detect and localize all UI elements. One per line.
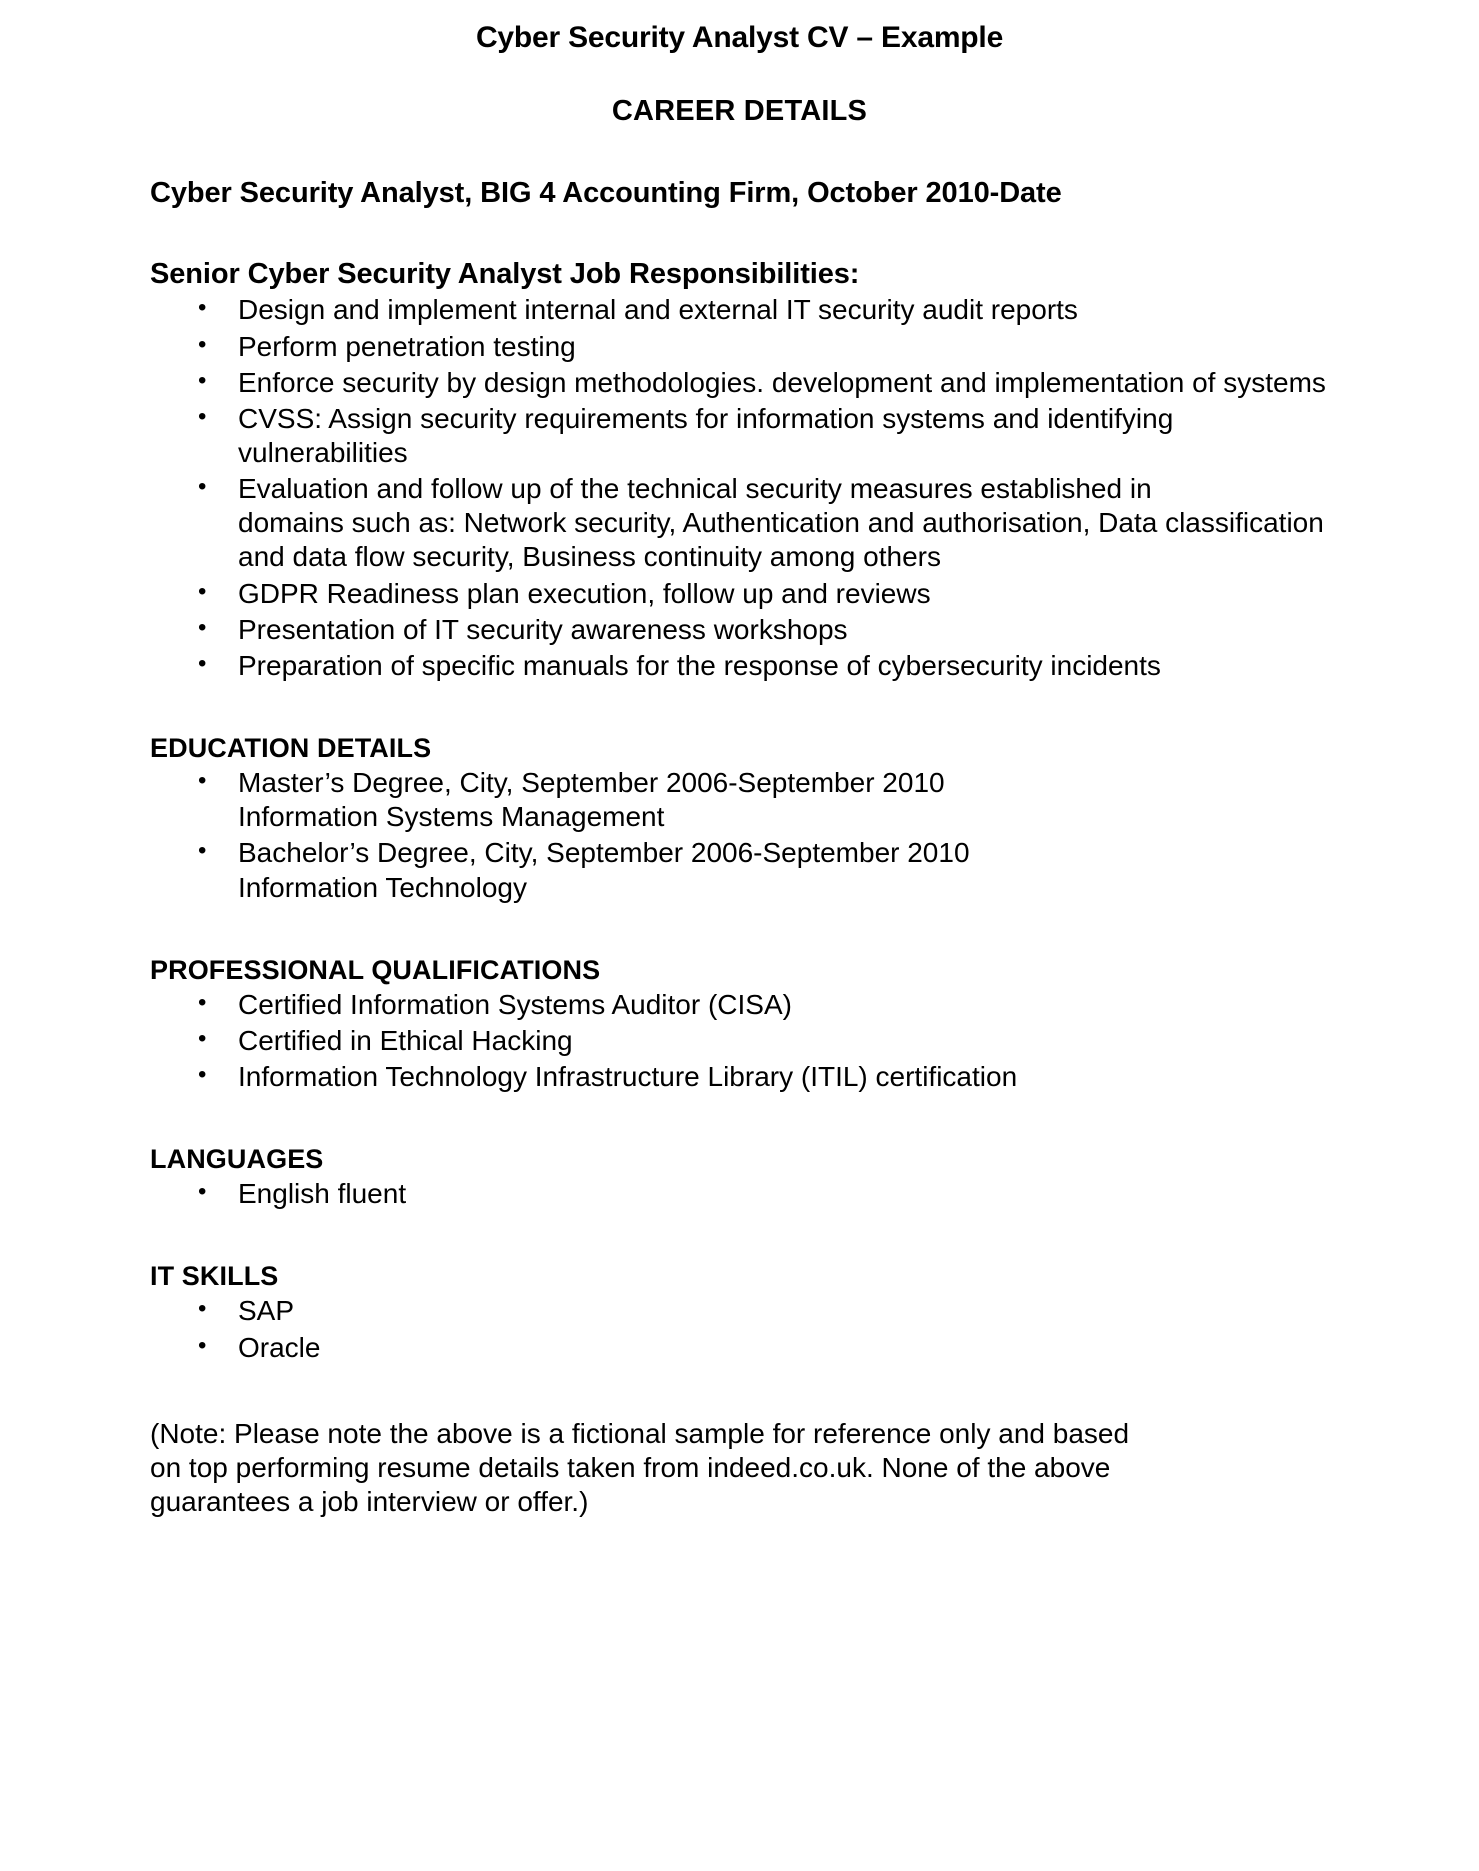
job-position-heading: Cyber Security Analyst, BIG 4 Accounting Firm, October 2010-Date xyxy=(150,177,1062,210)
list-item: • Evaluation and follow up of the technical security measures established in domains such as: Network security, Authentication and authorisation, Data classification and data flow security, Business continuity among others xyxy=(150,472,1329,574)
list-item: • Perform penetration testing xyxy=(150,330,1329,364)
list-item: • GDPR Readiness plan execution, follow up and reviews xyxy=(150,577,1329,611)
responsibilities-heading: Senior Cyber Security Analyst Job Responsibilities: xyxy=(150,258,860,291)
qualifications-list xyxy=(150,988,1329,1094)
professional-qualifications-heading: PROFESSIONAL QUALIFICATIONS xyxy=(150,954,601,985)
list-item: • Certified in Ethical Hacking xyxy=(150,1024,1329,1058)
list-item: • Oracle xyxy=(150,1331,1329,1365)
responsibilities-list xyxy=(150,293,1329,683)
disclaimer-note: (Note: Please note the above is a fictional sample for reference only and based on top performing resume details taken from indeed.co.uk. None of the above guarantees a job interview or offer.) xyxy=(150,1417,1130,1517)
list-item: • Preparation of specific manuals for the response of cybersecurity incidents xyxy=(150,649,1329,683)
list-item: • Information Technology Infrastructure Library (ITIL) certification xyxy=(150,1060,1329,1094)
list-item: • CVSS: Assign security requirements for information systems and identifying vulnerabilities xyxy=(150,402,1329,470)
education-details-heading: EDUCATION DETAILS xyxy=(150,733,432,764)
page-title: Cyber Security Analyst CV – Example xyxy=(475,21,1004,54)
list-item: • Master’s Degree, City, September 2006-September 2010 Information Systems Management xyxy=(150,766,1329,834)
list-item: • Design and implement internal and external IT security audit reports xyxy=(150,293,1329,327)
list-item: • Presentation of IT security awareness workshops xyxy=(150,613,1329,647)
list-item: • Enforce security by design methodologies. development and implementation of systems xyxy=(150,366,1329,400)
list-item: • Certified Information Systems Auditor (CISA) xyxy=(150,988,1329,1022)
list-item: • SAP xyxy=(150,1294,1329,1328)
education-list xyxy=(150,766,1329,905)
it-skills-list xyxy=(150,1294,1329,1364)
languages-heading: LANGUAGES xyxy=(150,1144,324,1175)
career-details-heading: CAREER DETAILS xyxy=(611,95,868,128)
it-skills-heading: IT SKILLS xyxy=(150,1261,279,1292)
list-item: • Bachelor’s Degree, City, September 2006-September 2010 Information Technology xyxy=(150,836,1329,904)
list-item: • English fluent xyxy=(150,1177,1329,1211)
languages-list xyxy=(150,1177,1329,1211)
